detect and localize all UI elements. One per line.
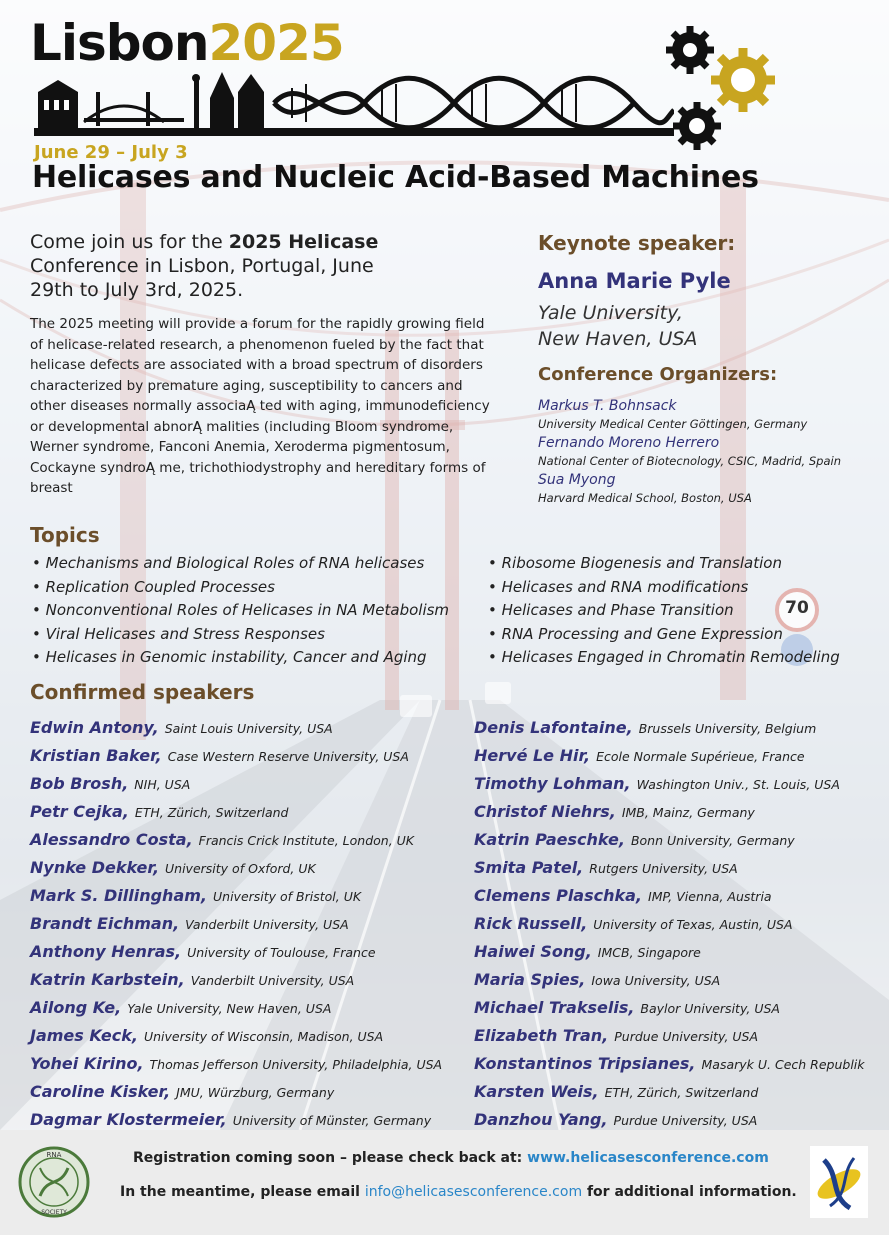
speaker-item: Edwin Antony, Saint Louis University, USA <box>30 718 333 737</box>
speaker-item: Bob Brosh, NIH, USA <box>30 774 191 793</box>
rna-logo-bottom-text: SOCIETY <box>41 1209 67 1216</box>
speaker-item: James Keck, University of Wisconsin, Madison, USA <box>30 1026 384 1045</box>
organizer-name: Markus T. Bohnsack <box>538 398 677 414</box>
keynote-speaker-name: Anna Marie Pyle <box>538 269 731 293</box>
speaker-item: Alessandro Costa, Francis Crick Institute, London, UK <box>30 830 414 849</box>
topic-item: • Viral Helicases and Stress Responses <box>32 623 449 647</box>
speaker-item: Kristian Baker, Case Western Reserve University, USA <box>30 746 409 765</box>
logo-city: Lisbon <box>30 14 209 72</box>
topic-item: • Mechanisms and Biological Roles of RNA helicases <box>32 552 449 576</box>
gears-icon <box>655 22 795 162</box>
speaker-item: Smita Patel, Rutgers University, USA <box>474 858 738 877</box>
speaker-item: Denis Lafontaine, Brussels University, Belgium <box>474 718 817 737</box>
topic-item: • Helicases and RNA modifications <box>488 576 840 600</box>
registration-line: Registration coming soon – please check back at: www.helicasesconference.com <box>133 1150 769 1166</box>
keynote-affiliation: Yale University, New Haven, USA <box>538 302 698 350</box>
footer <box>0 1130 889 1235</box>
speakers-list-right <box>474 714 865 1134</box>
speaker-item: Timothy Lohman, Washington Univ., St. Louis, USA <box>474 774 840 793</box>
speaker-item: Clemens Plaschka, IMP, Vienna, Austria <box>474 886 772 905</box>
road-sign-speed: 70 <box>785 598 809 618</box>
email-link[interactable]: info@helicasesconference.com <box>364 1184 583 1200</box>
topic-item: • Replication Coupled Processes <box>32 576 449 600</box>
skyline-dna-icon <box>34 70 674 136</box>
topics-list-left <box>32 552 449 670</box>
speaker-item: Dagmar Klostermeier, University of Münster, Germany <box>30 1110 432 1129</box>
intro-text: Come join us for the 2025 Helicase Conference in Lisbon, Portugal, June 29th to July 3rd, 2025. <box>30 231 379 301</box>
topic-item: • Helicases and Phase Transition <box>488 599 840 623</box>
speaker-item: Danzhou Yang, Purdue University, USA <box>474 1110 758 1129</box>
topics-heading: Topics <box>30 523 100 547</box>
speaker-item: Katrin Karbstein, Vanderbilt University, USA <box>30 970 355 989</box>
topic-item: • RNA Processing and Gene Expression <box>488 623 840 647</box>
speaker-item: Elizabeth Tran, Purdue University, USA <box>474 1026 759 1045</box>
speakers-list-left <box>30 714 442 1134</box>
speaker-item: Maria Spies, Iowa University, USA <box>474 970 721 989</box>
speaker-item: Yohei Kirino, Thomas Jefferson University, Philadelphia, USA <box>30 1054 443 1073</box>
topic-item: • Helicases in Genomic instability, Cancer and Aging <box>32 646 449 670</box>
speaker-item: Nynke Dekker, University of Oxford, UK <box>30 858 316 877</box>
speaker-item: Konstantinos Tripsianes, Masaryk U. Cech Republik <box>474 1054 865 1073</box>
logo-year: 2025 <box>208 14 344 72</box>
organizer-name: Sua Myong <box>538 472 616 488</box>
organizer-name: Fernando Moreno Herrero <box>538 435 720 451</box>
rna-logo-top-text: RNA <box>46 1151 62 1159</box>
speaker-item: Michael Trakselis, Baylor University, USA <box>474 998 780 1017</box>
speaker-item: Christof Niehrs, IMB, Mainz, Germany <box>474 802 755 821</box>
conference-dates: June 29 – July 3 <box>34 142 188 163</box>
speaker-item: Katrin Paeschke, Bonn University, Germany <box>474 830 795 849</box>
description-paragraph: The 2025 meeting will provide a forum for the rapidly growing field of helicase-related research, a phenomenon fueled by the fact that helicase defects are associated with a broad spectrum of disorders characterized by premature aging, susceptibility to cancers and other diseases normally associaĄ ted with aging, immunodeficiency or developmental abnorĄ malities (including Bloom syndrome, Werner syndrome, Fanconi Anemia, Xeroderma pigmentosum, Cockayne syndroĄ me, trichothiodystrophy and hereditary forms of breast <box>30 316 490 496</box>
speaker-item: Haiwei Song, IMCB, Singapore <box>474 942 701 961</box>
speaker-item: Petr Cejka, ETH, Zürich, Switzerland <box>30 802 289 821</box>
email-line: In the meantime, please email info@helicasesconference.com for additional information. <box>120 1184 797 1200</box>
organizer-affiliation: National Center of Biotecnology, CSIC, Madrid, Spain <box>538 454 841 468</box>
rna-society-logo <box>18 1146 90 1218</box>
speaker-item: Rick Russell, University of Texas, Austin, USA <box>474 914 793 933</box>
speaker-item: Anthony Henras, University of Toulouse, France <box>30 942 376 961</box>
institute-logo <box>810 1146 868 1218</box>
website-link[interactable]: www.helicasesconference.com <box>527 1150 769 1166</box>
organizers-list <box>538 397 878 508</box>
speaker-item: Caroline Kisker, JMU, Würzburg, Germany <box>30 1082 335 1101</box>
speaker-item: Ailong Ke, Yale University, New Haven, USA <box>30 998 332 1017</box>
lisbon-2025-logo <box>30 14 344 74</box>
speaker-item: Hervé Le Hir, Ecole Normale Supérieue, France <box>474 746 805 765</box>
organizer-affiliation: Harvard Medical School, Boston, USA <box>538 491 752 505</box>
speaker-item: Brandt Eichman, Vanderbilt University, USA <box>30 914 349 933</box>
speaker-item: Mark S. Dillingham, University of Bristol, UK <box>30 886 362 905</box>
organizers-heading: Conference Organizers: <box>538 364 778 385</box>
speakers-heading: Confirmed speakers <box>30 680 255 704</box>
topic-item: • Nonconventional Roles of Helicases in NA Metabolism <box>32 599 449 623</box>
topics-list-right <box>488 552 840 670</box>
organizer-affiliation: University Medical Center Göttingen, Germany <box>538 417 808 431</box>
conference-title: Helicases and Nucleic Acid-Based Machines <box>32 160 759 195</box>
speaker-item: Karsten Weis, ETH, Zürich, Switzerland <box>474 1082 759 1101</box>
topic-item: • Helicases Engaged in Chromatin Remodeling <box>488 646 840 670</box>
keynote-heading: Keynote speaker: <box>538 231 736 255</box>
topic-item: • Ribosome Biogenesis and Translation <box>488 552 840 576</box>
